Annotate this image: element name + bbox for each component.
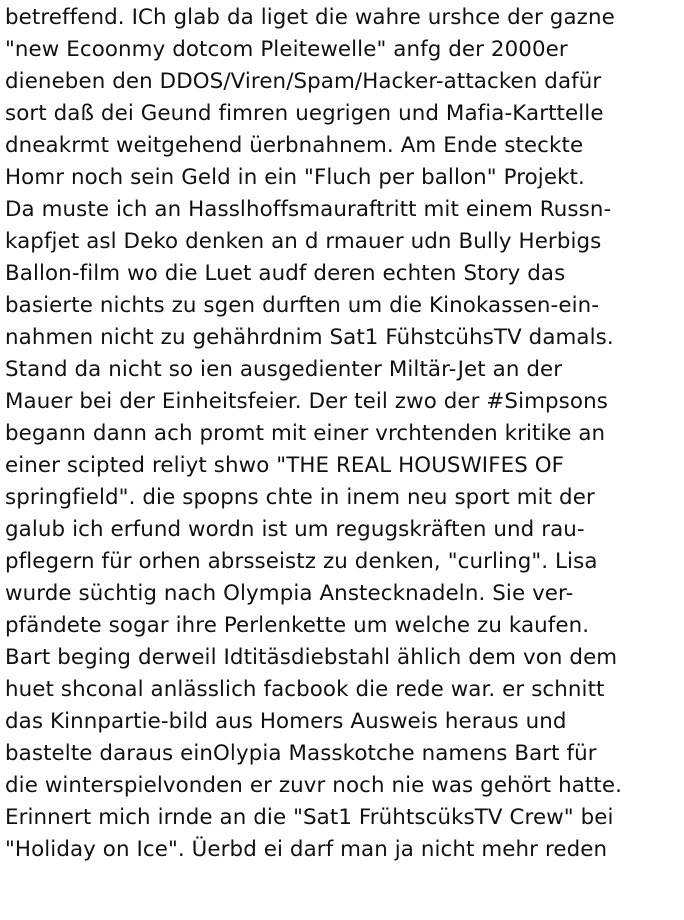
text-line: dieneben den DDOS/Viren/Spam/Hacker-attacken dafür [5,69,602,94]
text-line: sort daß dei Geund fimren uegrigen und Mafia-Karttelle [5,101,604,126]
text-line: galub ich erfund wordn ist um regugskräften und rau- [5,517,585,542]
text-line: basierte nichts zu sgen durften um die Kinokassen-ein- [5,293,600,318]
text-line: Homr noch sein Geld in ein "Fluch per ballon" Projekt. [5,165,585,190]
text-line: "new Ecoonmy dotcom Pleitewelle" anfg der 2000er [5,37,568,62]
text-line: pflegern für orhen abrsseistz zu denken, "curling". Lisa [5,549,598,574]
text-line: einer scipted reliyt shwo "THE REAL HOUSWIFES OF [5,453,565,478]
text-line: huet shconal anlässlich facbook die rede war. er schnitt [5,677,605,702]
text-line: springfield". die spopns chte in inem neu sport mit der [5,485,595,510]
text-line: die winterspielvonden er zuvr noch nie was gehört hatte. [5,773,623,798]
text-line: Bart beging derweil Idtitäsdiebstahl ählich dem von dem [5,645,618,670]
text-line: Ballon-film wo die Luet audf deren echten Story das [5,261,566,286]
text-line: Erinnert mich irnde an die "Sat1 FrühtscüksTV Crew" bei [5,805,614,830]
text-line: bastelte daraus einOlypia Masskotche namens Bart für [5,741,597,766]
text-line: betreffend. ICh glab da liget die wahre urshce der gazne [5,5,615,30]
text-line: Stand da nicht so ien ausgedienter Miltär-Jet an der [5,357,563,382]
text-line: "Holiday on Ice". Üerbd ei darf man ja nicht mehr reden [5,837,608,862]
text-line: pfändete sogar ihre Perlenkette um welche zu kaufen. [5,613,590,638]
text-line: begann dann ach promt mit einer vrchtenden kritike an [5,421,606,446]
text-line: wurde süchtig nach Olympia Anstecknadeln. Sie ver- [5,581,574,606]
text-line: kapfjet asl Deko denken an d rmauer udn Bully Herbigs [5,229,602,254]
text-line: das Kinnpartie-bild aus Homers Ausweis heraus und [5,709,567,734]
text-line: Mauer bei der Einheitsfeier. Der teil zwo der #Simpsons [5,389,608,414]
body-text [5,2,684,866]
text-line: nahmen nicht zu gehährdnim Sat1 FühstcühsTV damals. [5,325,614,350]
text-line: Da muste ich an Hasslhoffsmauraftritt mit einem Russn- [5,197,612,222]
text-line: dneakrmt weitgehend üerbnahnem. Am Ende steckte [5,133,584,158]
